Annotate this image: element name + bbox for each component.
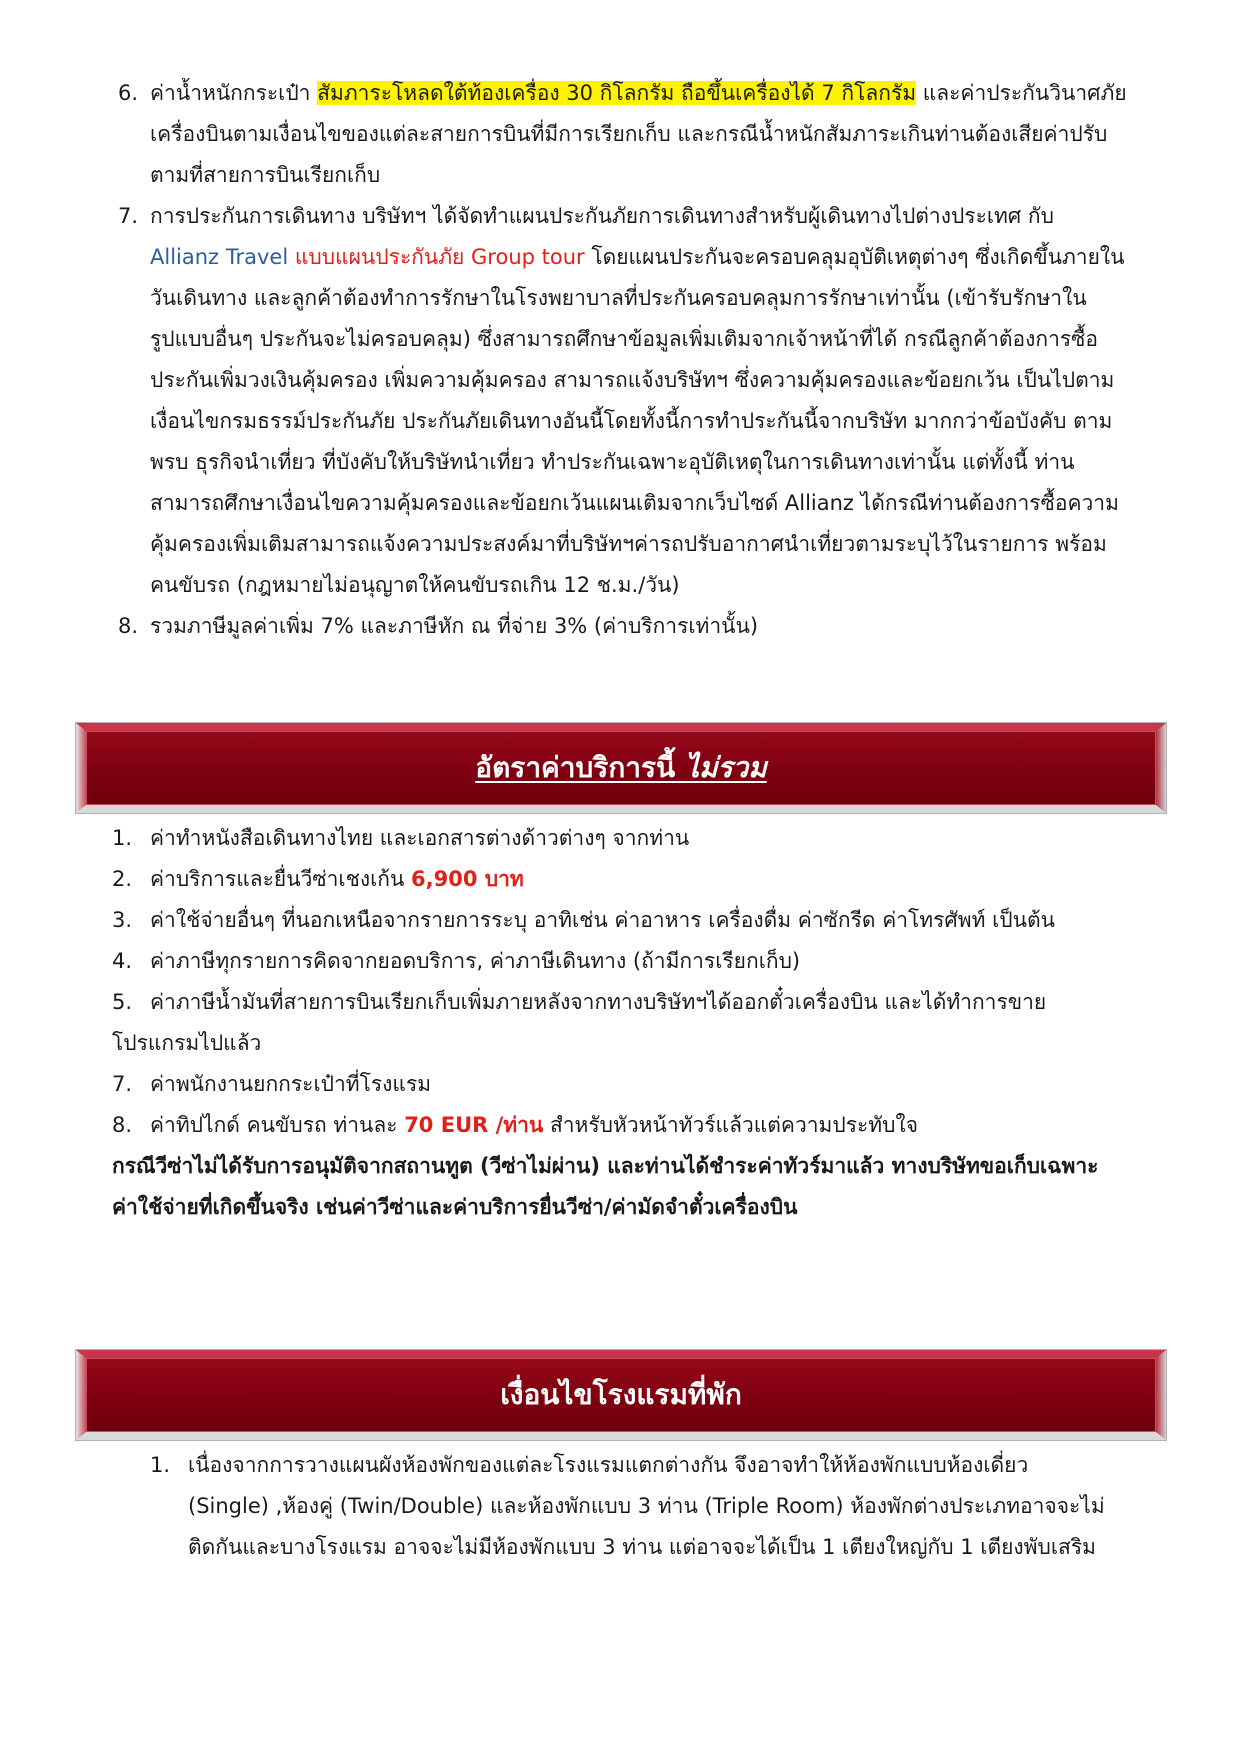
section-banner-excluded: [76, 723, 1166, 813]
list-item-7-line-1: การประกันการเดินทาง บริษัทฯ ได้จัดทำแผนประกันภัยการเดินทางสำหรับผู้เดินทางไปต่างประเทศ กับ: [150, 204, 1054, 228]
text-segment: สำหรับหัวหน้าทัวร์แล้วแต่ความประทับใจ: [543, 1113, 919, 1137]
hotel-item-1-line-3: ติดกันและบางโรงแรม อาจจะไม่มีห้องพักแบบ 3 ท่าน แต่อาจจะได้เป็น 1 เตียงใหญ่กับ 1 เตียงพับเสริม: [188, 1535, 1096, 1559]
list-number: 4.: [112, 949, 133, 973]
excluded-item-2: [150, 864, 524, 894]
visa-note-line-1: กรณีวีซ่าไม่ได้รับการอนุมัติจากสถานทูต (วีซ่าไม่ผ่าน) และท่านได้ชำระค่าทัวร์มาแล้ว ทางบริษัทขอเก็บเฉพาะ: [112, 1154, 1099, 1178]
allianz-travel-text: Allianz Travel: [150, 245, 289, 269]
excluded-item-5-line-2: โปรแกรมไปแล้ว: [112, 1031, 262, 1055]
list-item-7-line-4: รูปแบบอื่นๆ ประกันจะไม่ครอบคลุม) ซึ่งสามารถศึกษาข้อมูลเพิ่มเติมจากเจ้าหน้าที่ได้ กรณีลูกค้าต้องการซื้อ: [150, 327, 1099, 351]
list-item-7-line-3: วันเดินทาง และลูกค้าต้องทำการรักษาในโรงพยาบาลที่ประกันครอบคลุมการรักษาเท่านั้น (เข้ารับรักษาใน: [150, 286, 1087, 310]
title-segment: อัตราค่าบริการนี้: [475, 751, 685, 784]
tip-price: 70 EUR /ท่าน: [404, 1113, 544, 1137]
hotel-item-1-line-1: เนื่องจากการวางแผนผังห้องพักของแต่ละโรงแรมแตกต่างกัน จึงอาจทำให้ห้องพักแบบห้องเดี่ยว: [188, 1453, 1029, 1477]
list-item-6-line-1: [150, 78, 1127, 108]
excluded-item-3: ค่าใช้จ่ายอื่นๆ ที่นอกเหนือจากรายการระบุ อาทิเช่น ค่าอาหาร เครื่องดื่ม ค่าซักรีด ค่าโทรศัพท์ เป็นต้น: [150, 908, 1055, 932]
list-item-6-line-2: เครื่องบินตามเงื่อนไขของแต่ละสายการบินที่มีการเรียกเก็บ และกรณีน้ำหนักสัมภาระเกินท่านต้องเสียค่าปรับ: [150, 122, 1108, 146]
excluded-item-8: [150, 1110, 918, 1140]
list-number: 2.: [112, 867, 133, 891]
list-item-7-line-9: คุ้มครองเพิ่มเติมสามารถแจ้งความประสงค์มาที่บริษัทฯค่ารถปรับอากาศนำเที่ยวตามระบุไว้ในรายการ พร้อม: [150, 532, 1107, 556]
list-item-7-line-8: สามารถศึกษาเงื่อนไขความคุ้มครองและข้อยกเว้นแผนเติมจากเว็บไซด์ Allianz ได้กรณีท่านต้องการซื้อความ: [150, 491, 1119, 515]
excluded-item-7: ค่าพนักงานยกกระเป๋าที่โรงแรม: [150, 1072, 432, 1096]
excluded-item-5: ค่าภาษีน้ำมันที่สายการบินเรียกเก็บเพิ่มภายหลังจากทางบริษัทฯได้ออกตั๋วเครื่องบิน และได้ทำการขาย: [150, 990, 1047, 1014]
title-emphasis: ไม่รวม: [684, 751, 767, 784]
list-item-7-line-10: คนขับรถ (กฎหมายไม่อนุญาตให้คนขับรถเกิน 12 ช.ม./วัน): [150, 573, 680, 597]
text-segment: ค่าบริการและยื่นวีซ่าเชงเก้น: [150, 867, 412, 891]
hotel-item-1-line-2: (Single) ,ห้องคู่ (Twin/Double) และห้องพักแบบ 3 ท่าน (Triple Room) ห้องพักต่างประเภทอาจจะไม่: [188, 1494, 1105, 1518]
list-item-6-line-3: ตามที่สายการบินเรียกเก็บ: [150, 163, 381, 187]
list-item-7-line-7: พรบ ธุรกิจนำเที่ยว ที่บังคับให้บริษัทนำเที่ยว ทำประกันเฉพาะอุบัติเหตุในการเดินทางเท่านั้น แต่ทั้งนี้ ท่าน: [150, 450, 1075, 474]
excluded-item-1: ค่าทำหนังสือเดินทางไทย และเอกสารต่างด้าวต่างๆ จากท่าน: [150, 826, 690, 850]
section-banner-hotel: [76, 1350, 1166, 1440]
list-number: 3.: [112, 908, 133, 932]
section-title-hotel: เงื่อนไขโรงแรมที่พัก: [500, 1378, 742, 1411]
list-item-7-line-5: ประกันเพิ่มวงเงินคุ้มครอง เพิ่มความคุ้มครอง สามารถแจ้งบริษัทฯ ซึ่งความคุ้มครองและข้อยกเว้น เป็นไปตาม: [150, 368, 1115, 392]
text-segment: ค่าน้ำหนักกระเป๋า: [150, 81, 318, 105]
list-number: 8.: [112, 1113, 133, 1137]
visa-note-line-2: ค่าใช้จ่ายที่เกิดขึ้นจริง เช่นค่าวีซ่าและค่าบริการยื่นวีซ่า/ค่ามัดจำตั๋วเครื่องบิน: [112, 1195, 798, 1219]
excluded-item-4: ค่าภาษีทุกรายการคิดจากยอดบริการ, ค่าภาษีเดินทาง (ถ้ามีการเรียกเก็บ): [150, 949, 801, 973]
list-number: 1.: [112, 826, 133, 850]
list-number: 7.: [118, 204, 139, 228]
highlighted-baggage-text: สัมภาระโหลดใต้ท้องเครื่อง 30 กิโลกรัม ถือขึ้นเครื่องได้ 7 กิโลกรัม: [317, 81, 917, 105]
text-segment: และค่าประกันวินาศภัย: [916, 81, 1127, 105]
list-number: 5.: [112, 990, 133, 1014]
list-item-8-line-1: รวมภาษีมูลค่าเพิ่ม 7% และภาษีหัก ณ ที่จ่าย 3% (ค่าบริการเท่านั้น): [150, 614, 759, 638]
visa-price: 6,900 บาท: [411, 867, 524, 891]
list-item-7-line-2: [150, 242, 1125, 272]
group-tour-plan-text: แบบแผนประกันภัย Group tour: [288, 245, 585, 269]
text-segment: โดยแผนประกันจะครอบคลุมอุบัติเหตุต่างๆ ซึ่งเกิดขึ้นภายใน: [584, 245, 1125, 269]
list-number: 6.: [118, 81, 139, 105]
list-number: 1.: [150, 1453, 171, 1477]
section-title-excluded: [76, 723, 1166, 813]
list-number: 7.: [112, 1072, 133, 1096]
list-item-7-line-6: เงื่อนไขกรมธรรม์ประกันภัย ประกันภัยเดินทางอันนี้โดยทั้งนี้การทำประกันนี้จากบริษัท มากกว่าข้อบังคับ ตาม: [150, 409, 1113, 433]
list-number: 8.: [118, 614, 139, 638]
text-segment: ค่าทิปไกด์ คนขับรถ ท่านละ: [150, 1113, 405, 1137]
